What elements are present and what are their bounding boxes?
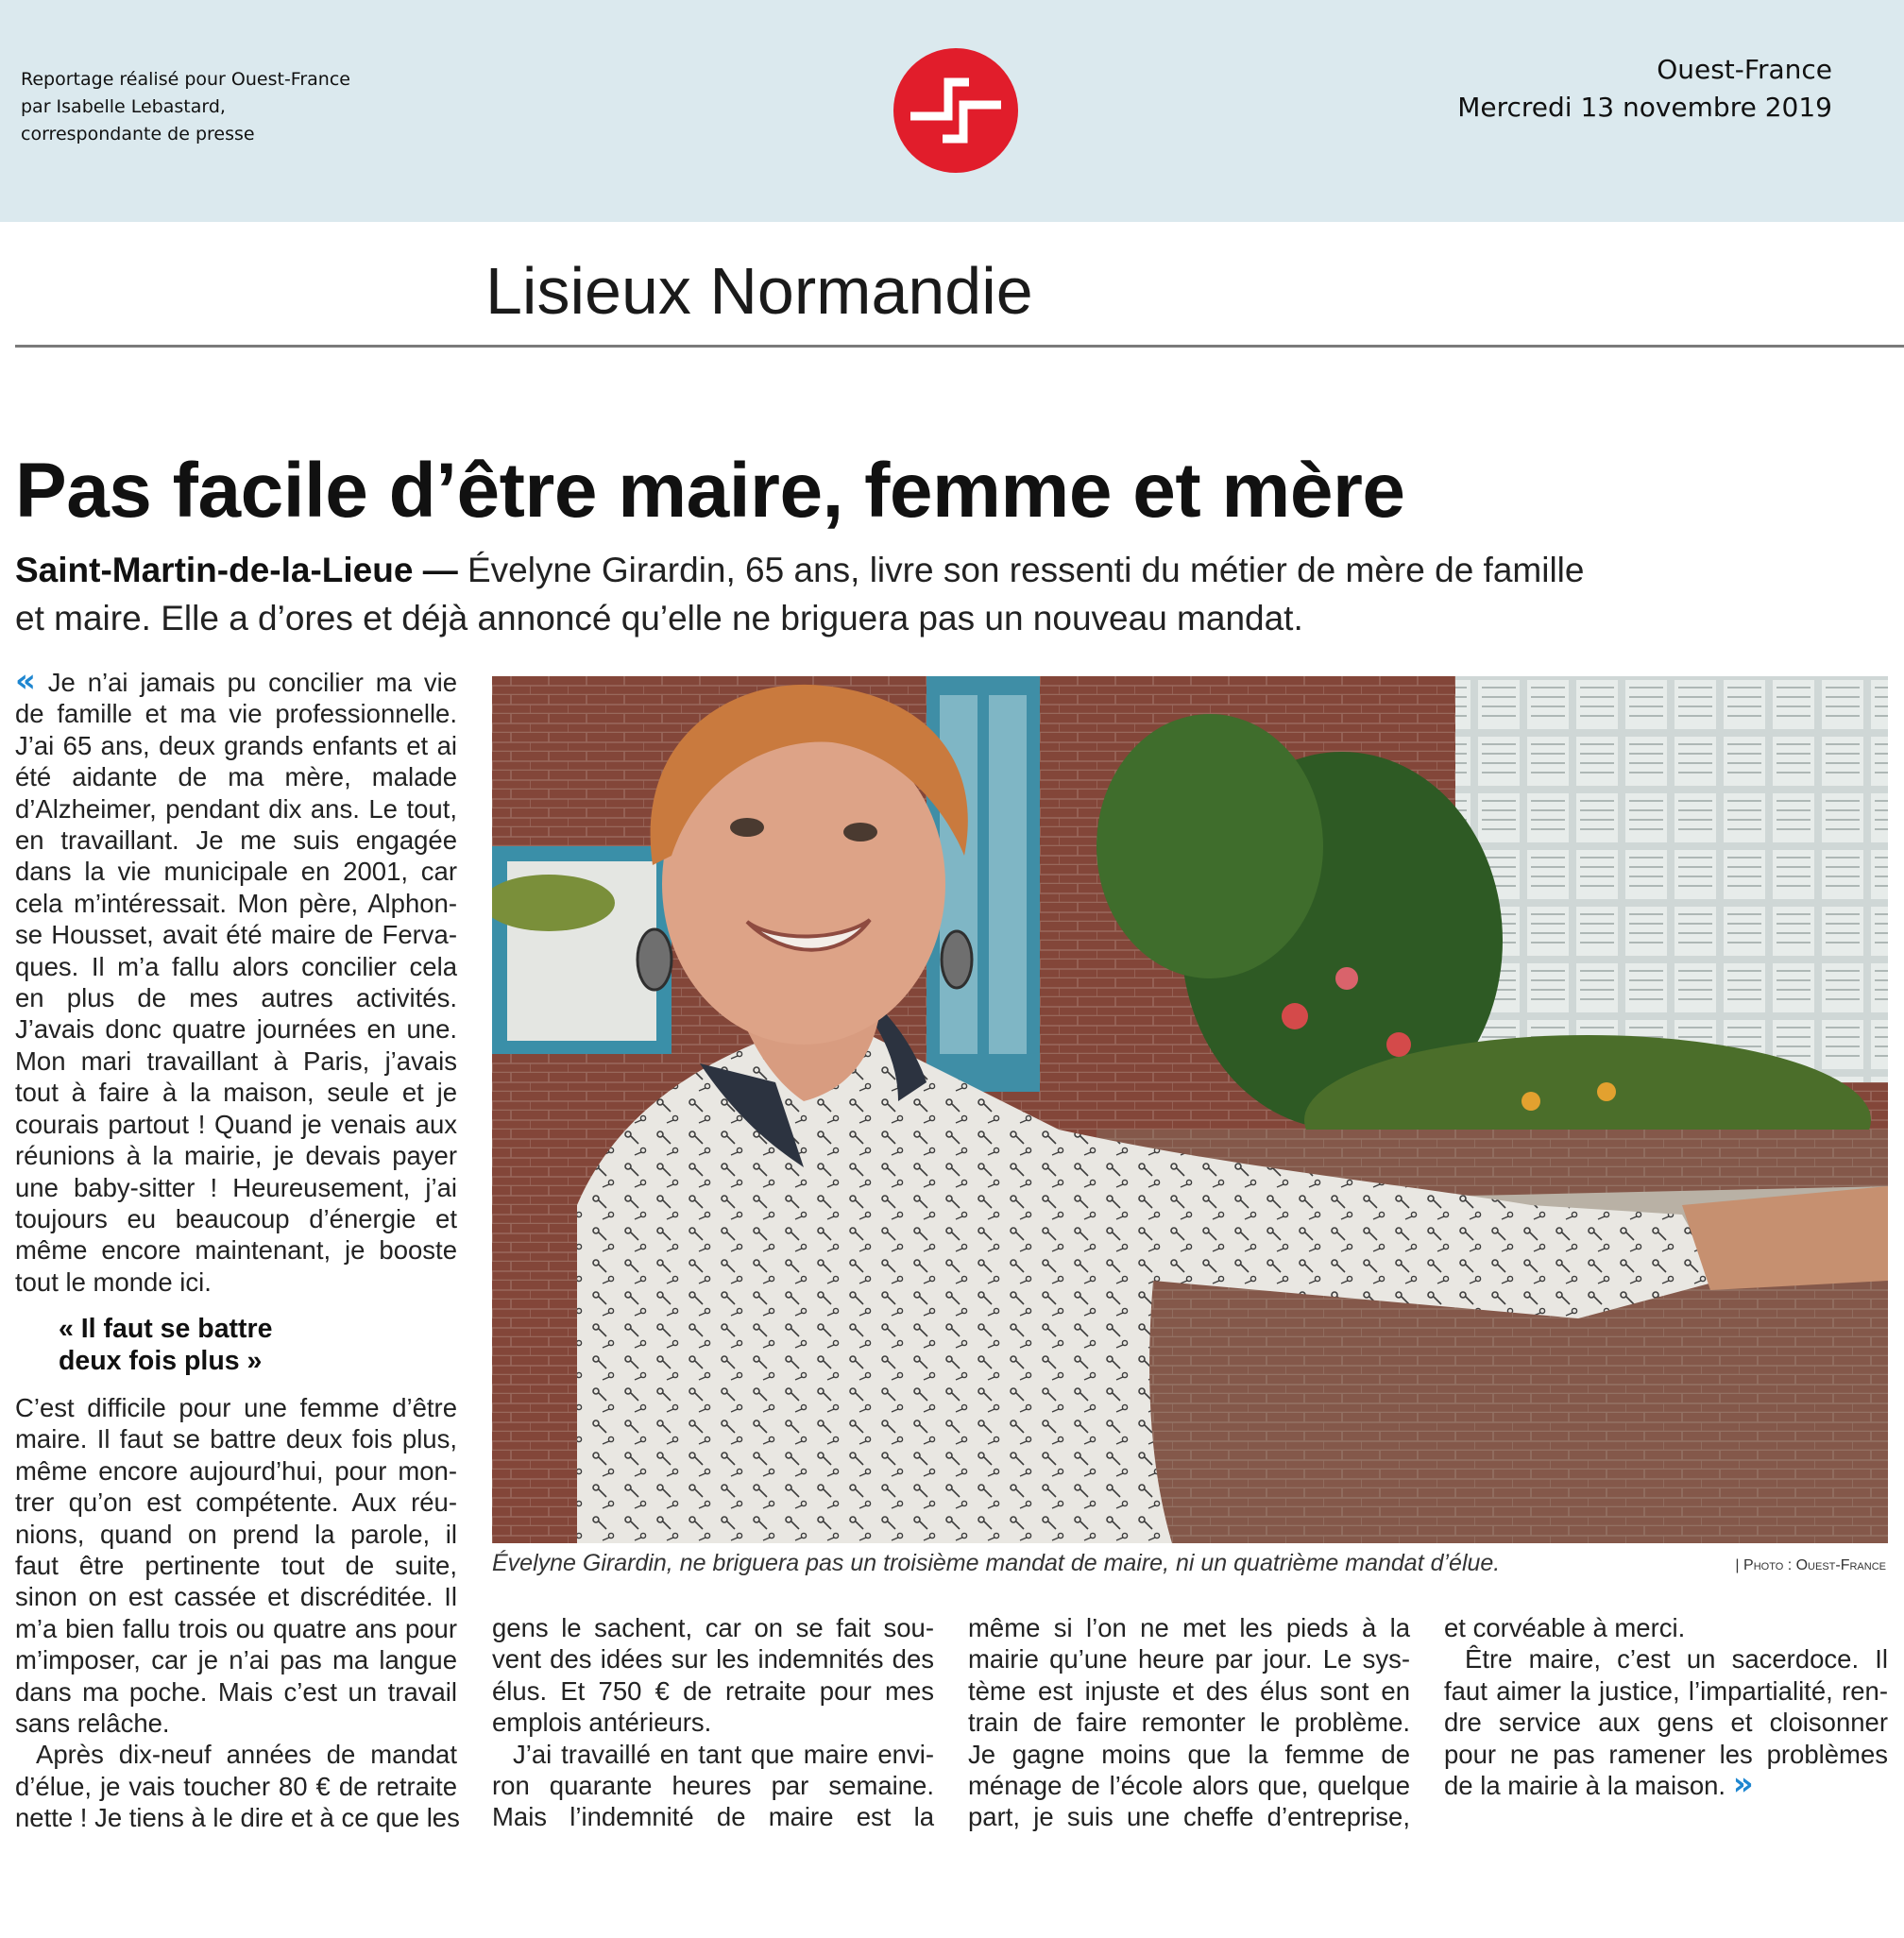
section-title: Lisieux Normandie (485, 254, 1033, 328)
close-quote-icon: » (1732, 1765, 1754, 1804)
intertitle-line: « Il faut se battre (59, 1314, 273, 1344)
text-line: mairie qu’une heure par jour. Le sys- (968, 1644, 1410, 1674)
section-divider (15, 345, 1904, 348)
text-line: ron quarante heures par semaine. (492, 1771, 934, 1801)
text-line: ménage de l’école alors que, quelque (968, 1771, 1410, 1801)
text-line: pour ne pas ramener les problèmes (1444, 1739, 1888, 1769)
text-line: de famille et ma vie professionnelle. (15, 699, 457, 729)
text-line: même encore aujourd’hui, pour mon- (15, 1455, 457, 1486)
text-line: se Housset, avait été maire de Ferva- (15, 920, 457, 950)
text-line: m’imposer, car je n’ai pas ma langue (15, 1645, 457, 1675)
photo-credit: | Photo : Ouest-France (1735, 1557, 1886, 1573)
text-line: Être maire, c’est un sacerdoce. Il (1465, 1644, 1888, 1674)
text-line: cela m’intéressait. Mon père, Alphon- (15, 888, 457, 918)
credit-line: Reportage réalisé pour Ouest-France (21, 69, 350, 90)
text-line: Après dix-neuf années de mandat (36, 1740, 457, 1770)
article-column-3 (968, 1612, 1410, 1833)
text-line: Je n’ai jamais pu concilier ma vie (35, 668, 457, 697)
text-line: dre service aux gens et cloisonner (1444, 1708, 1888, 1738)
text-line: maire. Il faut se battre deux fois plus, (15, 1424, 457, 1454)
lead-text: Évelyne Girardin, 65 ans, livre son ressenti du métier de mère de famille (457, 551, 1585, 589)
text-line: été aidante de ma mère, malade (15, 762, 457, 792)
text-line: vent des idées sur les indemnités des (492, 1644, 934, 1674)
text-line: de la mairie à la maison. (1444, 1771, 1733, 1801)
text-line: toujours eu beaucoup d’énergie et (15, 1203, 457, 1233)
text-line: élus. Et 750 € de retraite pour mes (492, 1675, 934, 1706)
text-line: en plus de mes autres activités. (15, 983, 457, 1013)
text-line: même encore maintenant, je booste (15, 1235, 457, 1266)
text-line: même si l’on ne met les pieds à la (968, 1613, 1410, 1642)
text-line: courais partout ! Quand je venais aux (15, 1109, 457, 1139)
article-column-1 (15, 662, 457, 1298)
lead-dateline: Saint-Martin-de-la-Lieue — (15, 551, 458, 589)
text-line: J’ai 65 ans, deux grands enfants et ai (15, 730, 457, 760)
photo-caption: Évelyne Girardin, ne briguera pas un troisième mandat de maire, ni un quatrième mandat d’élue. (492, 1550, 1501, 1576)
lead-text: et maire. Elle a d’ores et déjà annoncé qu’elle ne briguera pas un nouveau mandat. (15, 599, 1303, 638)
text-line: tout le monde ici. (15, 1266, 212, 1297)
text-line: Mon mari travaillant à Paris, j’avais (15, 1046, 457, 1076)
text-line: dans ma poche. Mais c’est un travail (15, 1676, 457, 1707)
text-line: faut être pertinente tout de suite, (15, 1551, 457, 1581)
text-line: sinon on est cassée et discréditée. Il (15, 1582, 457, 1612)
text-line: trer qu’on est compétente. Aux réu- (15, 1488, 457, 1518)
credit-line: par Isabelle Lebastard, (21, 96, 226, 117)
text-line: faut aimer la justice, l’impartialité, ren- (1444, 1675, 1888, 1706)
text-line: dans la vie municipale en 2001, car (15, 857, 457, 887)
text-line: J’avais donc quatre journées en une. (15, 1014, 457, 1045)
publication-info (1457, 51, 1832, 127)
portrait-photo (492, 676, 1888, 1543)
text-line: nions, quand on prend la parole, il (15, 1519, 457, 1549)
reportage-credit (21, 66, 399, 148)
credit-line: correspondante de presse (21, 124, 255, 144)
article-column-1-continued (15, 1392, 460, 1834)
text-line: emplois antérieurs. (492, 1708, 712, 1738)
text-line: train de faire remonter le problème. (968, 1708, 1410, 1738)
text-line: J’ai travaillé en tant que maire envi- (513, 1739, 934, 1769)
article-headline: Pas facile d’être maire, femme et mère (15, 448, 1405, 534)
text-line: ques. Il m’a fallu alors concilier cela (15, 951, 457, 981)
publication-name: Ouest-France (1657, 54, 1832, 85)
open-quote-icon: « (15, 662, 36, 700)
article-photo (492, 676, 1888, 1543)
article-column-2 (492, 1612, 934, 1833)
article-lead (15, 546, 1715, 642)
text-line: tème est injuste et des élus sont en (968, 1675, 1410, 1706)
text-line: tout à faire à la maison, seule et je (15, 1078, 457, 1108)
text-line: et corvéable à merci. (1444, 1613, 1686, 1642)
text-line: nette ! Je tiens à le dire et à ce que les (15, 1803, 460, 1833)
text-line: Je gagne moins que la femme de (968, 1739, 1410, 1769)
publication-date: Mercredi 13 novembre 2019 (1457, 92, 1832, 123)
text-line: sans relâche. (15, 1708, 170, 1739)
text-line: d’Alzheimer, pendant dix ans. Le tout, (15, 793, 457, 824)
intertitle (59, 1313, 272, 1377)
text-line: d’élue, je vais toucher 80 € de retraite (15, 1771, 457, 1801)
intertitle-line: deux fois plus » (59, 1346, 263, 1376)
text-line: gens le sachent, car on se fait sou- (492, 1613, 934, 1642)
article-column-4 (1444, 1612, 1888, 1804)
text-line: C’est difficile pour une femme d’être (15, 1393, 457, 1422)
text-line: part, je suis une cheffe d’entreprise, (968, 1802, 1410, 1832)
ouest-france-logo-icon (892, 46, 1020, 175)
text-line: Mais l’indemnité de maire est la (492, 1802, 934, 1832)
text-line: réunions à la mairie, je devais payer (15, 1141, 457, 1171)
text-line: une baby-sitter ! Heureusement, j’ai (15, 1172, 457, 1202)
text-line: en travaillant. Je me suis engagée (15, 825, 457, 856)
text-line: m’a bien fallu trois ou quatre ans pour (15, 1613, 457, 1643)
